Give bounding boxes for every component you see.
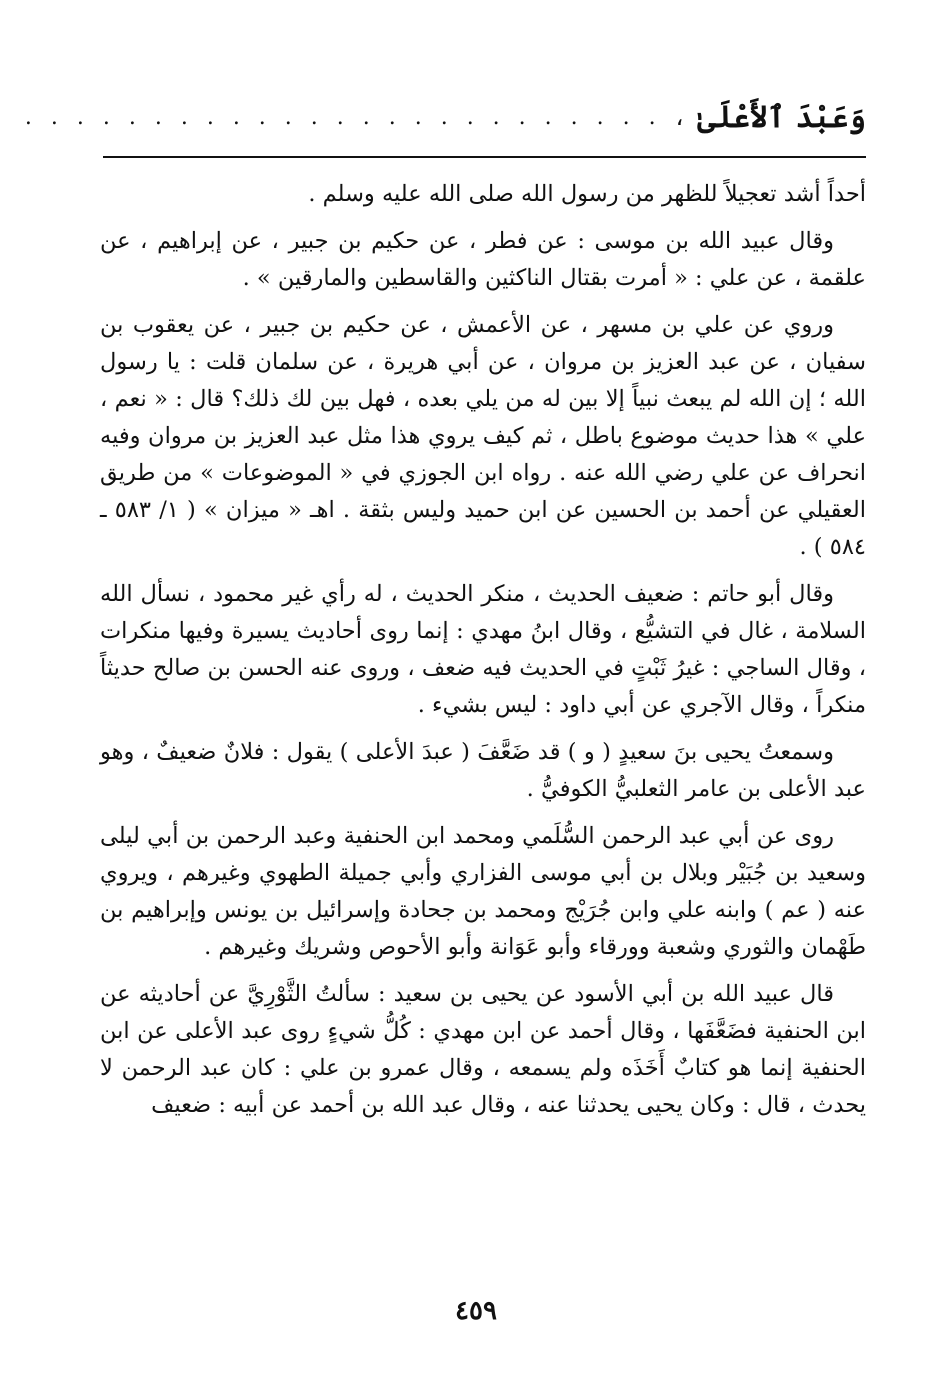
paragraph: روى عن أبي عبد الرحمن السُّلَمي ومحمد ابن الحنفية وعبد الرحمن بن أبي ليلى وسعيد بن جُبَيْر وبلال بن أبي موسى الفزاري وأبي جميلة الطهوي وغيرهم ، ويروي عنه ( عم ) وابنه علي وابن جُرَيْج ومحمد بن جحادة وإسرائيل بن يونس وإبراهيم بن طَهْمان والثوري وشعبة وورقاء وأبو عَوَانة وأبو الأحوص وشريك وغيرهم . xyxy=(100,823,866,960)
paragraph: أحداً أشد تعجيلاً للظهر من رسول الله صلى الله عليه وسلم . xyxy=(308,181,866,207)
header-separator: ، xyxy=(675,103,684,131)
header-title: وَعَبْدَ ٱلأَعْلَىٰ xyxy=(697,99,866,135)
main-text xyxy=(100,176,866,1291)
paragraph: قال عبيد الله بن أبي الأسود عن يحيى بن سعيد : سألتُ الثَّوْرِيَّ عن أحاديثه عن ابن الحنفية فضَعَّفَها ، وقال أحمد عن ابن مهدي : كُلُّ شيءٍ روى عبد الأعلى عن ابن الحنفية إنما هو كتابٌ أَخَذَه ولم يسمعه ، وقال عمرو بن علي : كان عبد الرحمن لا يحدث ، قال : وكان يحيى يحدثنا عنه ، وقال عبد الله بن أحمد عن أبيه : ضعيف xyxy=(100,981,866,1118)
paragraph: وقال عبيد الله بن موسى : عن فطر ، عن حكيم بن جبير ، عن إبراهيم ، عن علقمة ، عن علي : « أمرت بقتال الناكثين والقاسطين والمارقين » . xyxy=(100,228,866,291)
header-rule xyxy=(103,156,866,158)
paragraph: وسمعتُ يحيى بنَ سعيدٍ ( و ) قد ضَعَّفَ ( عبدَ الأعلى ) يقول : فلانٌ ضعيفٌ ، وهو عبد الأعلى بن عامر الثعلبيُّ الكوفيُّ . xyxy=(100,739,866,802)
running-header xyxy=(24,92,866,142)
header-dots: . . . . . . . . . . . . . . . . . . . . . . . . . xyxy=(24,104,662,130)
paragraph: وقال أبو حاتم : ضعيف الحديث ، منكر الحديث ، له رأي غير محمود ، نسأل الله السلامة ، غال في التشيُّع ، وقال ابنُ مهدي : إنما روى أحاديث يسيرة وفيها منكرات ، وقال الساجي : غيرُ ثَبْتٍ في الحديث فيه ضعف ، وروى عنه الحسن بن صالح حديثاً منكراً ، وقال الآجري عن أبي داود : ليس بشيء . xyxy=(100,581,866,718)
page-number: ٤٥٩ xyxy=(455,1296,497,1326)
paragraph: وروي عن علي بن مسهر ، عن الأعمش ، عن حكيم بن جبير ، عن يعقوب بن سفيان ، عن عبد العزيز بن مروان ، عن أبي هريرة ، عن سلمان قلت : يا رسول الله ؛ إن الله لم يبعث نبياً إلا بين له من يلي بعده ، فهل بين لك ذلك؟ قال : « نعم ، علي » هذا حديث موضوع باطل ، ثم كيف يروي هذا مثل عبد العزيز بن مروان وفيه انحراف عن علي رضي الله عنه . رواه ابن الجوزي في « الموضوعات » من طريق العقيلي عن أحمد بن الحسين عن ابن حميد وليس بثقة . اهـ « ميزان » ( ١/ ٥٨٣ ـ ٥٨٤ ) . xyxy=(100,312,866,560)
